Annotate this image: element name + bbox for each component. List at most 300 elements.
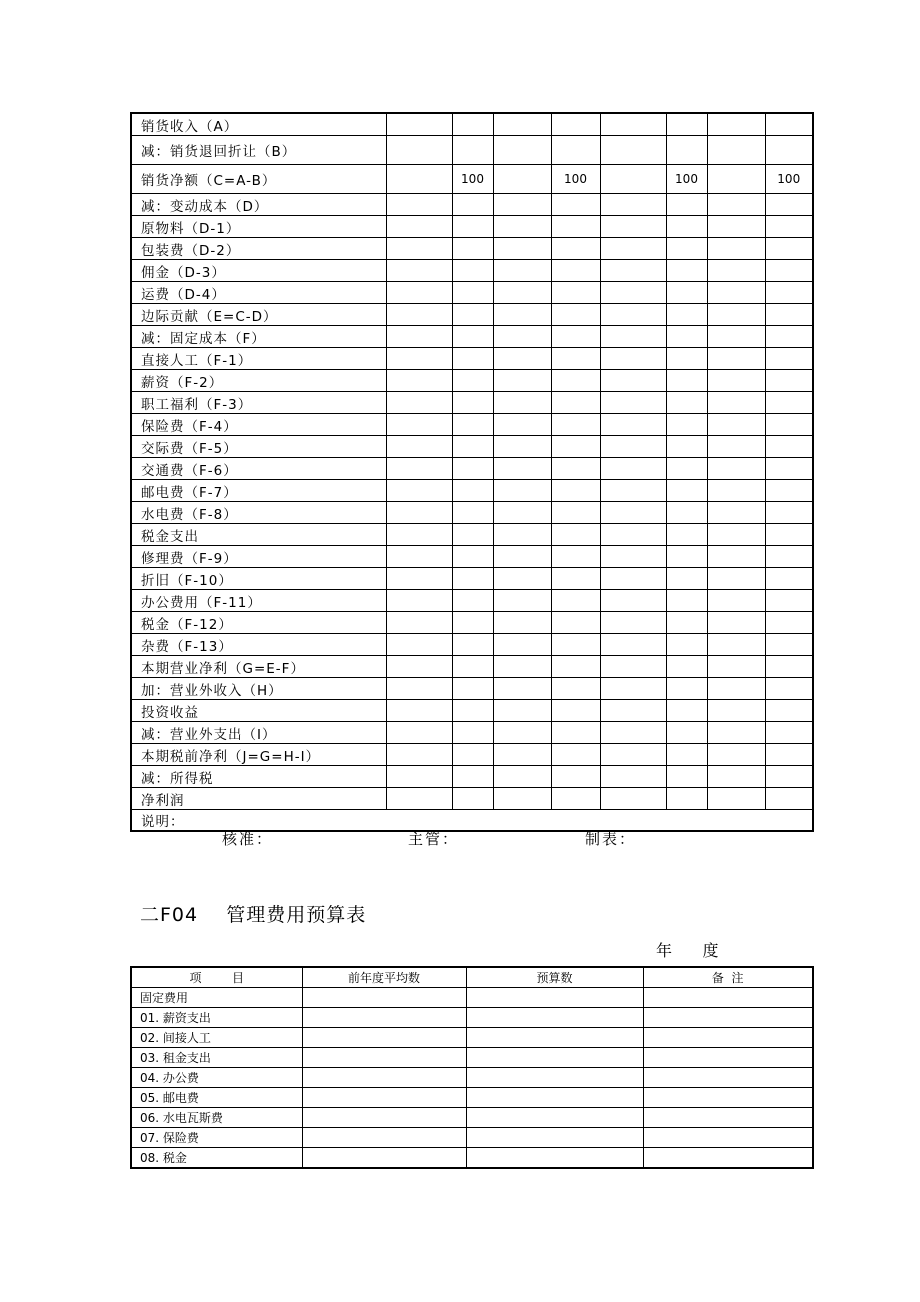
budget-cell xyxy=(452,216,493,238)
budget-cell xyxy=(493,700,551,722)
budget-row xyxy=(131,502,813,524)
expense-cell xyxy=(302,1148,466,1169)
budget-cell xyxy=(765,744,813,766)
budget-cell xyxy=(551,634,600,656)
budget-cell xyxy=(666,502,707,524)
budget-cell xyxy=(666,766,707,788)
budget-cell xyxy=(493,612,551,634)
budget-cell xyxy=(452,634,493,656)
budget-cell xyxy=(600,282,666,304)
budget-cell xyxy=(600,436,666,458)
budget-cell xyxy=(493,678,551,700)
budget-cell xyxy=(452,113,493,136)
budget-cell xyxy=(600,348,666,370)
budget-cell xyxy=(493,392,551,414)
budget-cell xyxy=(452,766,493,788)
budget-cell xyxy=(452,436,493,458)
budget-cell xyxy=(600,546,666,568)
budget-cell xyxy=(551,744,600,766)
expense-cell xyxy=(643,1088,813,1108)
budget-cell xyxy=(493,113,551,136)
budget-cell xyxy=(600,744,666,766)
budget-cell xyxy=(765,590,813,612)
budget-cell xyxy=(707,480,765,502)
expense-row-label: 06. 水电瓦斯费 xyxy=(131,1108,302,1128)
budget-cell xyxy=(551,326,600,348)
budget-row-label: 交际费（F-5） xyxy=(131,436,386,458)
budget-cell xyxy=(493,722,551,744)
budget-cell xyxy=(493,656,551,678)
budget-cell xyxy=(765,458,813,480)
budget-cell xyxy=(600,260,666,282)
budget-cell xyxy=(666,612,707,634)
budget-cell xyxy=(707,260,765,282)
budget-cell xyxy=(386,722,452,744)
budget-row xyxy=(131,766,813,788)
budget-cell xyxy=(493,194,551,216)
expense-cell xyxy=(643,1148,813,1169)
budget-cell xyxy=(765,392,813,414)
budget-row xyxy=(131,524,813,546)
budget-cell xyxy=(452,238,493,260)
budget-cell xyxy=(452,678,493,700)
budget-cell xyxy=(765,546,813,568)
budget-cell: 100 xyxy=(666,165,707,194)
budget-cell xyxy=(765,113,813,136)
budget-cell xyxy=(707,113,765,136)
budget-row xyxy=(131,612,813,634)
budget-cell xyxy=(386,392,452,414)
budget-cell xyxy=(707,634,765,656)
budget-cell xyxy=(707,348,765,370)
budget-row xyxy=(131,260,813,282)
budget-cell xyxy=(493,414,551,436)
budget-cell xyxy=(493,744,551,766)
budget-cell xyxy=(765,480,813,502)
budget-row xyxy=(131,436,813,458)
budget-row-label: 边际贡献（E=C-D） xyxy=(131,304,386,326)
budget-row-label: 减：变动成本（D） xyxy=(131,194,386,216)
budget-row-label: 净利润 xyxy=(131,788,386,810)
budget-cell xyxy=(666,656,707,678)
budget-row-label: 加：营业外收入（H） xyxy=(131,678,386,700)
header-prior-year-average: 前年度平均数 xyxy=(302,967,466,988)
budget-cell xyxy=(600,612,666,634)
budget-cell xyxy=(551,590,600,612)
budget-cell xyxy=(600,502,666,524)
budget-cell xyxy=(765,326,813,348)
budget-cell xyxy=(707,165,765,194)
budget-cell xyxy=(600,656,666,678)
budget-row xyxy=(131,348,813,370)
budget-row xyxy=(131,216,813,238)
budget-cell xyxy=(666,136,707,165)
header-item: 项 目 xyxy=(131,967,302,988)
budget-row-label: 销货收入（A） xyxy=(131,113,386,136)
admin-expense-budget-table xyxy=(130,966,814,1169)
budget-cell xyxy=(452,568,493,590)
budget-row xyxy=(131,392,813,414)
budget-cell xyxy=(386,634,452,656)
budget-cell xyxy=(551,113,600,136)
budget-row-label: 佣金（D-3） xyxy=(131,260,386,282)
budget-cell xyxy=(452,136,493,165)
expense-row xyxy=(131,988,813,1008)
budget-cell xyxy=(493,788,551,810)
budget-cell xyxy=(600,238,666,260)
budget-cell xyxy=(600,165,666,194)
budget-cell xyxy=(493,766,551,788)
budget-cell xyxy=(765,568,813,590)
expense-cell xyxy=(643,1048,813,1068)
budget-cell xyxy=(707,502,765,524)
budget-row-label: 本期营业净利（G=E-F） xyxy=(131,656,386,678)
budget-cell xyxy=(707,216,765,238)
income-budget-table xyxy=(130,112,814,832)
budget-cell xyxy=(600,113,666,136)
budget-cell xyxy=(707,304,765,326)
budget-row xyxy=(131,788,813,810)
budget-cell xyxy=(765,370,813,392)
budget-cell xyxy=(551,136,600,165)
budget-cell xyxy=(707,436,765,458)
expense-cell xyxy=(466,1128,643,1148)
budget-cell xyxy=(386,238,452,260)
budget-cell xyxy=(493,370,551,392)
budget-row-label: 运费（D-4） xyxy=(131,282,386,304)
budget-cell xyxy=(386,788,452,810)
budget-cell xyxy=(493,238,551,260)
expense-row xyxy=(131,1068,813,1088)
expense-cell xyxy=(302,1028,466,1048)
budget-cell xyxy=(666,282,707,304)
budget-cell xyxy=(551,766,600,788)
budget-row-label: 减：销货退回折让（B） xyxy=(131,136,386,165)
budget-cell xyxy=(452,370,493,392)
budget-cell xyxy=(765,136,813,165)
expense-row-label: 08. 税金 xyxy=(131,1148,302,1169)
budget-row-label: 投资收益 xyxy=(131,700,386,722)
budget-cell: 100 xyxy=(765,165,813,194)
budget-cell xyxy=(551,678,600,700)
budget-cell xyxy=(551,546,600,568)
budget-row-label: 职工福利（F-3） xyxy=(131,392,386,414)
budget-cell xyxy=(600,568,666,590)
budget-row-label: 交通费（F-6） xyxy=(131,458,386,480)
budget-cell xyxy=(493,348,551,370)
budget-cell xyxy=(452,480,493,502)
budget-cell xyxy=(452,744,493,766)
budget-cell xyxy=(666,370,707,392)
budget-cell xyxy=(765,612,813,634)
budget-row xyxy=(131,326,813,348)
budget-cell xyxy=(707,136,765,165)
preparer-signature-label: 制表： xyxy=(585,830,637,848)
budget-cell xyxy=(551,392,600,414)
budget-cell xyxy=(600,414,666,436)
expense-row-label: 07. 保险费 xyxy=(131,1128,302,1148)
budget-cell xyxy=(452,612,493,634)
expense-row-label: 05. 邮电费 xyxy=(131,1088,302,1108)
budget-cell xyxy=(666,458,707,480)
budget-row-label: 办公费用（F-11） xyxy=(131,590,386,612)
budget-cell xyxy=(707,458,765,480)
budget-row-label: 销货净额（C=A-B） xyxy=(131,165,386,194)
budget-cell xyxy=(452,722,493,744)
expense-row xyxy=(131,1148,813,1169)
budget-cell xyxy=(707,414,765,436)
budget-cell xyxy=(765,788,813,810)
budget-cell xyxy=(765,216,813,238)
expense-cell xyxy=(466,1008,643,1028)
budget-cell xyxy=(452,788,493,810)
budget-cell xyxy=(551,304,600,326)
budget-cell xyxy=(452,458,493,480)
budget-row-label: 杂费（F-13） xyxy=(131,634,386,656)
budget-cell xyxy=(600,788,666,810)
year-label: 年 度 xyxy=(656,941,719,960)
budget-cell xyxy=(452,524,493,546)
budget-cell xyxy=(386,370,452,392)
budget-cell xyxy=(386,136,452,165)
budget-cell xyxy=(551,700,600,722)
expense-cell xyxy=(643,1068,813,1088)
budget-cell xyxy=(600,590,666,612)
budget-row xyxy=(131,590,813,612)
expense-cell xyxy=(643,1028,813,1048)
budget-cell xyxy=(386,480,452,502)
budget-cell xyxy=(452,546,493,568)
budget-row xyxy=(131,370,813,392)
budget-cell xyxy=(493,304,551,326)
budget-cell xyxy=(707,326,765,348)
budget-cell xyxy=(600,722,666,744)
budget-row xyxy=(131,194,813,216)
budget-cell xyxy=(493,634,551,656)
header-budget-amount: 预算数 xyxy=(466,967,643,988)
budget-cell xyxy=(707,766,765,788)
expense-cell xyxy=(302,1088,466,1108)
budget-cell xyxy=(551,414,600,436)
expense-row xyxy=(131,1108,813,1128)
expense-row xyxy=(131,1028,813,1048)
budget-cell xyxy=(666,304,707,326)
budget-cell xyxy=(765,524,813,546)
expense-cell xyxy=(466,1088,643,1108)
budget-cell xyxy=(666,678,707,700)
budget-cell xyxy=(452,326,493,348)
budget-cell xyxy=(493,524,551,546)
budget-cell xyxy=(386,165,452,194)
budget-cell xyxy=(600,370,666,392)
budget-cell xyxy=(386,700,452,722)
budget-row-label: 保险费（F-4） xyxy=(131,414,386,436)
budget-cell xyxy=(452,590,493,612)
budget-cell xyxy=(765,260,813,282)
budget-cell xyxy=(386,612,452,634)
budget-cell xyxy=(666,722,707,744)
expense-cell xyxy=(302,1008,466,1028)
budget-cell xyxy=(551,370,600,392)
budget-cell xyxy=(600,304,666,326)
budget-cell xyxy=(707,678,765,700)
budget-cell xyxy=(551,656,600,678)
budget-cell xyxy=(707,238,765,260)
budget-cell xyxy=(386,568,452,590)
budget-cell xyxy=(707,722,765,744)
budget-cell xyxy=(765,634,813,656)
supervisor-signature-label: 主管： xyxy=(408,830,460,848)
budget-cell xyxy=(551,194,600,216)
expense-row-label: 01. 薪资支出 xyxy=(131,1008,302,1028)
budget-cell xyxy=(666,348,707,370)
budget-cell xyxy=(386,414,452,436)
budget-cell xyxy=(386,678,452,700)
header-remarks: 备 注 xyxy=(643,967,813,988)
budget-row-label: 直接人工（F-1） xyxy=(131,348,386,370)
expense-row xyxy=(131,1008,813,1028)
budget-cell xyxy=(386,326,452,348)
budget-cell xyxy=(707,392,765,414)
budget-cell xyxy=(452,414,493,436)
budget-row-label: 税金（F-12） xyxy=(131,612,386,634)
budget-cell xyxy=(493,326,551,348)
budget-cell xyxy=(765,656,813,678)
budget-row-label: 修理费（F-9） xyxy=(131,546,386,568)
budget-cell xyxy=(666,590,707,612)
budget-cell xyxy=(600,678,666,700)
budget-cell xyxy=(666,414,707,436)
budget-cell xyxy=(707,524,765,546)
budget-cell xyxy=(493,502,551,524)
budget-cell xyxy=(666,568,707,590)
expense-row-label: 03. 租金支出 xyxy=(131,1048,302,1068)
budget-cell xyxy=(600,326,666,348)
budget-cell xyxy=(666,260,707,282)
budget-row-label: 包装费（D-2） xyxy=(131,238,386,260)
budget-row xyxy=(131,165,813,194)
expense-row xyxy=(131,1088,813,1108)
budget-cell xyxy=(765,304,813,326)
budget-cell xyxy=(493,165,551,194)
income-budget-table-body xyxy=(131,113,813,831)
budget-cell xyxy=(551,612,600,634)
expense-cell xyxy=(643,988,813,1008)
budget-cell xyxy=(707,370,765,392)
budget-cell xyxy=(551,260,600,282)
budget-cell xyxy=(707,744,765,766)
budget-row xyxy=(131,136,813,165)
expense-cell xyxy=(466,1028,643,1048)
budget-row xyxy=(131,744,813,766)
expense-cell xyxy=(302,988,466,1008)
budget-cell xyxy=(600,392,666,414)
budget-cell xyxy=(452,194,493,216)
section-title: 二F04 管理费用预算表 xyxy=(140,904,367,926)
approver-signature-label: 核准： xyxy=(222,830,274,848)
budget-cell xyxy=(666,436,707,458)
expense-cell xyxy=(643,1108,813,1128)
budget-cell xyxy=(666,238,707,260)
budget-cell xyxy=(386,216,452,238)
budget-cell xyxy=(386,436,452,458)
budget-cell xyxy=(452,260,493,282)
budget-row-label: 水电费（F-8） xyxy=(131,502,386,524)
budget-cell xyxy=(452,502,493,524)
budget-cell xyxy=(386,194,452,216)
budget-cell xyxy=(600,480,666,502)
budget-cell xyxy=(666,326,707,348)
budget-cell xyxy=(493,260,551,282)
budget-cell xyxy=(600,634,666,656)
budget-cell xyxy=(386,304,452,326)
budget-cell xyxy=(386,458,452,480)
budget-row xyxy=(131,722,813,744)
expense-cell xyxy=(466,988,643,1008)
budget-cell xyxy=(452,348,493,370)
budget-cell xyxy=(493,136,551,165)
budget-cell xyxy=(765,678,813,700)
budget-cell xyxy=(386,524,452,546)
budget-cell xyxy=(452,700,493,722)
budget-cell xyxy=(493,568,551,590)
budget-cell xyxy=(707,590,765,612)
budget-cell xyxy=(666,194,707,216)
expense-row-label: 02. 间接人工 xyxy=(131,1028,302,1048)
expense-cell xyxy=(643,1008,813,1028)
budget-cell xyxy=(386,113,452,136)
budget-row xyxy=(131,480,813,502)
notes-label: 说明： xyxy=(131,810,813,832)
budget-cell xyxy=(551,282,600,304)
expense-table-header-row xyxy=(131,967,813,988)
budget-cell xyxy=(551,480,600,502)
budget-row xyxy=(131,656,813,678)
budget-cell xyxy=(765,502,813,524)
budget-cell xyxy=(666,524,707,546)
expense-row-label: 04. 办公费 xyxy=(131,1068,302,1088)
budget-cell xyxy=(386,282,452,304)
budget-cell xyxy=(666,216,707,238)
budget-cell xyxy=(765,722,813,744)
budget-cell xyxy=(551,436,600,458)
budget-cell xyxy=(493,480,551,502)
budget-cell xyxy=(666,480,707,502)
expense-cell xyxy=(302,1048,466,1068)
budget-cell xyxy=(452,304,493,326)
budget-row-label: 本期税前净利（J=G=H-I） xyxy=(131,744,386,766)
budget-cell xyxy=(452,656,493,678)
budget-cell xyxy=(666,700,707,722)
budget-cell xyxy=(707,568,765,590)
budget-cell xyxy=(765,238,813,260)
budget-cell: 100 xyxy=(551,165,600,194)
budget-cell xyxy=(493,458,551,480)
budget-row-label: 税金支出 xyxy=(131,524,386,546)
budget-cell xyxy=(386,502,452,524)
budget-cell xyxy=(765,282,813,304)
budget-cell xyxy=(707,700,765,722)
expense-table-body xyxy=(131,988,813,1169)
budget-cell xyxy=(600,524,666,546)
budget-cell xyxy=(600,458,666,480)
budget-row-label: 折旧（F-10） xyxy=(131,568,386,590)
expense-cell xyxy=(302,1128,466,1148)
budget-cell xyxy=(551,722,600,744)
budget-cell xyxy=(386,260,452,282)
budget-cell xyxy=(493,436,551,458)
budget-cell xyxy=(551,216,600,238)
